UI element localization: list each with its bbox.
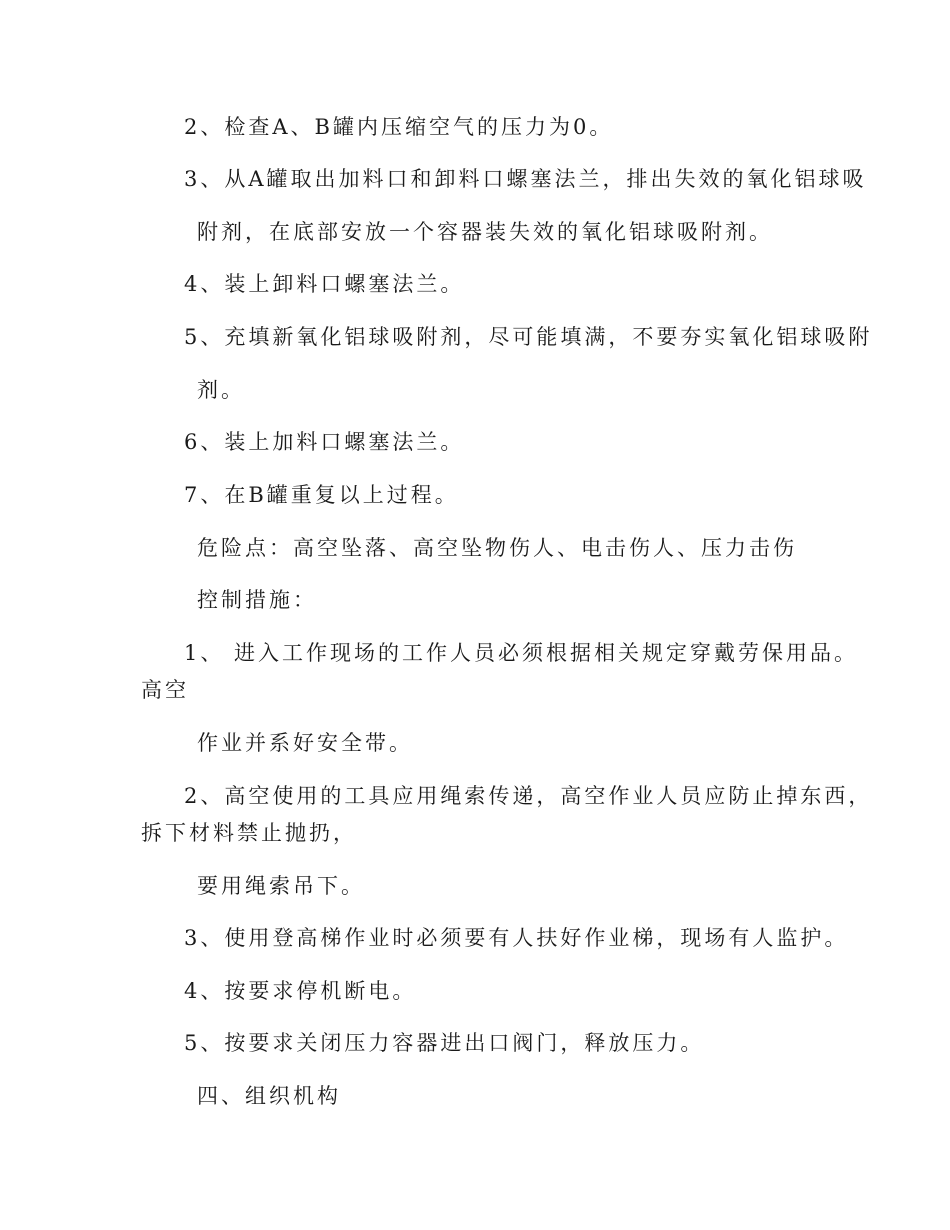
measure-4-line: 4、按要求停机断电。 [184,979,417,1003]
control-measures-heading: 控制措施： [197,588,317,612]
measure-1-wrap: 高空 [141,678,189,702]
measure-3-line: 3、使用登高梯作业时必须要有人扶好作业梯，现场有人监护。 [184,926,849,950]
measure-2-continuation: 要用绳索吊下。 [197,874,365,898]
step-5-continuation: 剂。 [197,378,245,402]
measure-1-continuation: 作业并系好安全带。 [197,731,413,755]
step-6-line: 6、装上加料口螺塞法兰。 [184,430,465,454]
measure-2-line: 2、高空使用的工具应用绳索传递，高空作业人员应防止掉东西， [184,784,873,808]
step-4-line: 4、装上卸料口螺塞法兰。 [184,272,465,296]
measure-1-line: 1、 进入工作现场的工作人员必须根据相关规定穿戴劳保用品。 [184,641,859,665]
step-3-continuation: 附剂，在底部安放一个容器装失效的氧化铝球吸附剂。 [197,220,773,244]
step-7-line: 7、在B罐重复以上过程。 [184,483,459,507]
measure-5-line: 5、按要求关闭压力容器进出口阀门，释放压力。 [184,1031,705,1055]
hazard-points-line: 危险点：高空坠落、高空坠物伤人、电击伤人、压力击伤 [197,536,797,560]
step-5-line: 5、充填新氧化铝球吸附剂，尽可能填满，不要夯实氧化铝球吸附 [184,325,873,349]
section-4-heading: 四、组织机构 [197,1084,341,1108]
step-2-line: 2、检查A、B罐内压缩空气的压力为0。 [184,115,614,139]
measure-2-wrap: 拆下材料禁止抛扔， [141,821,357,845]
step-3-line: 3、从A罐取出加料口和卸料口螺塞法兰，排出失效的氧化铝球吸 [184,167,867,191]
